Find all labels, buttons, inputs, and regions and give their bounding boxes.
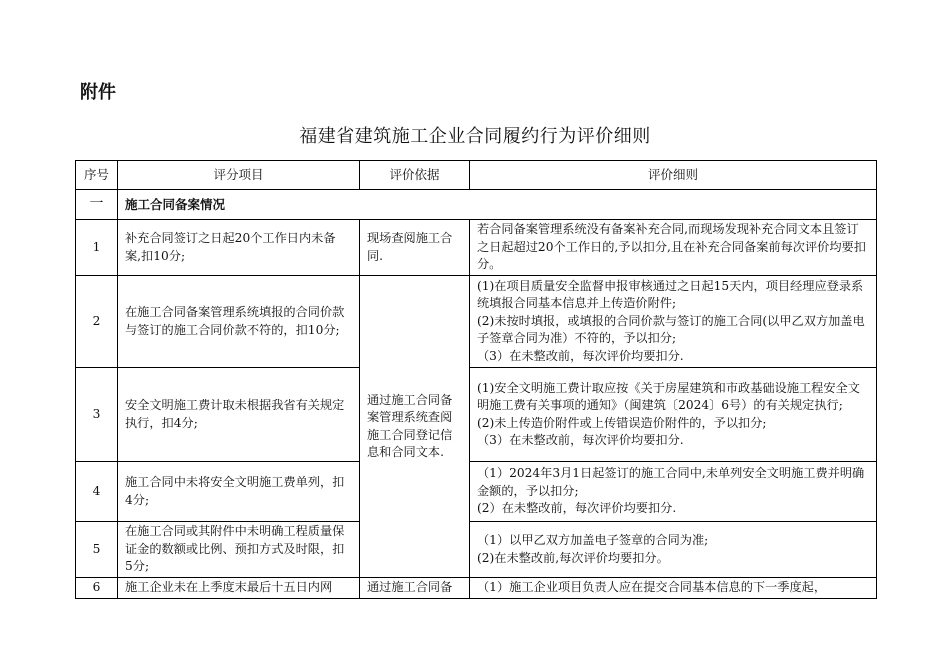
- detail-line: (2)未按时填报，或填报的合同价款与签订的施工合同(以甲乙双方加盖电子签章合同为准）不符的，予以扣分;: [477, 313, 865, 346]
- table-row: [76, 368, 877, 462]
- detail-line: （1）以甲乙双方加盖电子签章的合同为准;: [477, 533, 709, 547]
- row-number: 6: [76, 578, 118, 599]
- row-item: 在施工合同备案管理系统填报的合同价款与签订的施工合同价款不符的，扣10分;: [118, 276, 360, 368]
- row-item: 施工合同中未将安全文明施工费单列，扣4分;: [118, 462, 360, 522]
- header-basis: 评价依据: [360, 161, 470, 190]
- evaluation-table: [75, 160, 877, 599]
- table-header-row: [76, 161, 877, 190]
- detail-line: （3）在未整改前，每次评价均要扣分.: [477, 348, 684, 363]
- table-row: [76, 578, 877, 599]
- header-item: 评分项目: [118, 161, 360, 190]
- detail-line: (2)在未整改前,每次评价均要扣分。: [477, 550, 669, 565]
- row-detail: [470, 220, 877, 276]
- row-number: 1: [76, 220, 118, 276]
- section-row: [76, 190, 877, 220]
- detail-line: (2)未上传造价附件或上传错误造价附件的，予以扣分;: [477, 415, 767, 430]
- detail-line: （1）2024年3月1日起签订的施工合同中,未单列安全文明施工费并明确金额的，予以扣分;: [477, 466, 865, 498]
- row-detail: [470, 522, 877, 578]
- row-detail: [470, 276, 877, 368]
- table-row: [76, 276, 877, 368]
- row-detail: [470, 368, 877, 462]
- row-item: 安全文明施工费计取未根据我省有关规定执行，扣4分;: [118, 368, 360, 462]
- section-title: 施工合同备案情况: [118, 190, 877, 220]
- table-row: [76, 220, 877, 276]
- row-item: 补充合同签订之日起20个工作日内未备案,扣10分;: [118, 220, 360, 276]
- header-detail: 评价细则: [470, 161, 877, 190]
- attachment-label: 附件: [80, 82, 116, 103]
- section-number: 一: [76, 190, 118, 220]
- row-detail: [470, 462, 877, 522]
- table-row: [76, 522, 877, 578]
- header-no: 序号: [76, 161, 118, 190]
- detail-line: (1)在项目质量安全监督申报审核通过之日起15天内，项目经理应登录系统填报合同基本信息并上传造价附件;: [477, 278, 864, 311]
- row-item: 在施工合同或其附件中未明确工程质量保证金的数额或比例、预扣方式及时限，扣5分;: [118, 522, 360, 578]
- detail-line: （3）在未整改前，每次评价均要扣分.: [477, 433, 684, 447]
- detail-line: (2）在未整改前，每次评价均要扣分.: [477, 501, 677, 516]
- row-basis: 通过施工合同备: [360, 578, 470, 599]
- row-item: 施工企业未在上季度末最后十五日内网: [118, 578, 360, 599]
- row-basis: 现场查阅施工合同.: [360, 220, 470, 276]
- row-number: 5: [76, 522, 118, 578]
- detail-line: 若合同备案管理系统没有备案补充合同,而现场发现补充合同文本且签订之日起超过20个工作日的,予以扣分,且在补充合同备案前每次评价均要扣分。: [477, 222, 866, 272]
- row-detail: [470, 578, 877, 599]
- detail-line: （1）施工企业项目负责人应在提交合同基本信息的下一季度起，: [477, 580, 827, 594]
- row-number: 4: [76, 462, 118, 522]
- shared-basis: 通过施工合同备案管理系统查阅施工合同登记信息和合同文本.: [360, 276, 470, 578]
- table-row: [76, 462, 877, 522]
- row-number: 2: [76, 276, 118, 368]
- detail-line: (1)安全文明施工费计取应按《关于房屋建筑和市政基础设施工程安全文明施工费有关事项的通知》（闽建筑〔2024〕6号）的有关规定执行;: [477, 380, 860, 412]
- document-title: 福建省建筑施工企业合同履约行为评价细则: [299, 126, 651, 147]
- row-number: 3: [76, 368, 118, 462]
